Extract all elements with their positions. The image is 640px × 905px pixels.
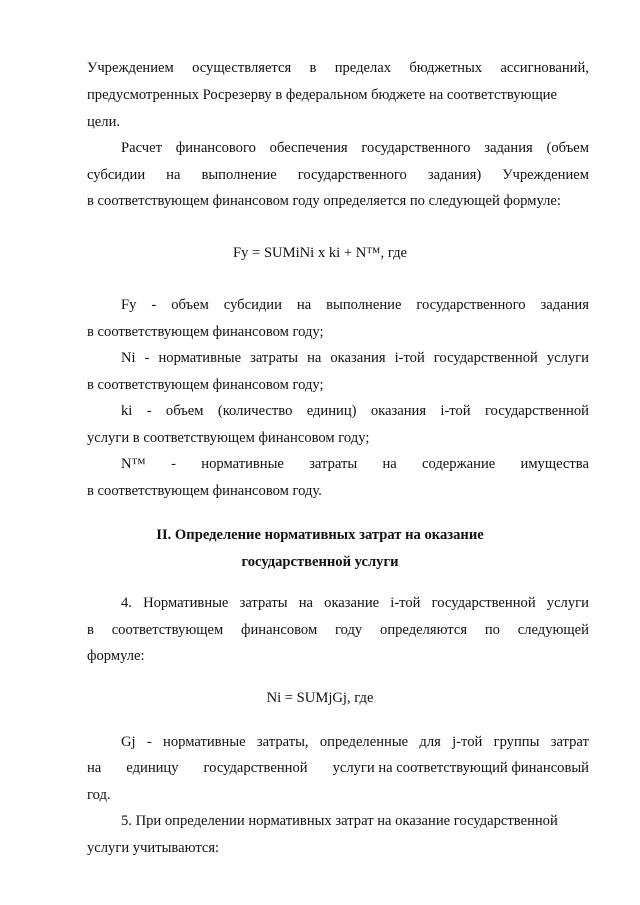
def-gj-line3: год. bbox=[87, 787, 111, 803]
p2-line1 bbox=[121, 139, 589, 157]
p4-line3: формуле: bbox=[87, 648, 145, 664]
word: субсидии bbox=[87, 167, 146, 183]
word: Расчет bbox=[121, 140, 162, 156]
word: соответствующем bbox=[111, 622, 224, 638]
word: бюджетных bbox=[409, 60, 483, 76]
word: для bbox=[419, 734, 441, 750]
def-ki-line1 bbox=[121, 402, 589, 420]
word: N™ bbox=[121, 456, 146, 472]
word: на bbox=[87, 760, 102, 776]
word: Fy bbox=[121, 297, 137, 313]
section-heading-line2: государственной услуги bbox=[241, 554, 399, 570]
def-gj-line1 bbox=[121, 733, 589, 751]
def-ki-line2: услуги в соответствующем финансовом году; bbox=[87, 430, 370, 446]
word: задания) bbox=[427, 167, 482, 183]
word: Ni bbox=[121, 350, 136, 366]
def-fy-line2: в соответствующем финансовом году; bbox=[87, 324, 324, 340]
word: 4. bbox=[121, 595, 132, 611]
word: определенные bbox=[319, 734, 409, 750]
word: - bbox=[144, 350, 150, 366]
word: финансовом bbox=[241, 622, 318, 638]
p5-line1: 5. При определении нормативных затрат на оказание государственной bbox=[121, 813, 558, 829]
word: по bbox=[484, 622, 500, 638]
word: - bbox=[146, 734, 152, 750]
word: оказания bbox=[370, 403, 427, 419]
def-ni-line2: в соответствующем финансовом году; bbox=[87, 377, 324, 393]
word: на bbox=[166, 167, 181, 183]
word: имущества bbox=[520, 456, 589, 472]
word: Учреждением bbox=[502, 167, 589, 183]
word: единицу bbox=[126, 760, 179, 776]
p1-line2: предусмотренных Росрезерву в федеральном бюджете на соответствующие bbox=[87, 87, 557, 103]
word: услуги bbox=[546, 350, 589, 366]
word: Gj bbox=[121, 734, 136, 750]
word: единиц) bbox=[306, 403, 357, 419]
word: затраты bbox=[309, 456, 358, 472]
word: содержание bbox=[422, 456, 496, 472]
word: на bbox=[307, 350, 322, 366]
word: затрат bbox=[550, 734, 589, 750]
word: ki bbox=[121, 403, 133, 419]
word: нормативные bbox=[158, 350, 242, 366]
word: государственного bbox=[416, 297, 526, 313]
word: государственной bbox=[203, 760, 308, 776]
formula-fy: Fу = SUMiNi x ki + N™, где bbox=[233, 245, 407, 261]
word: затраты bbox=[239, 595, 288, 611]
word: затраты, bbox=[256, 734, 309, 750]
word: i-той bbox=[440, 403, 471, 419]
word: - bbox=[171, 456, 176, 472]
word: обеспечения bbox=[269, 140, 348, 156]
word: нормативные bbox=[163, 734, 246, 750]
word: оказания bbox=[330, 350, 386, 366]
word: затраты bbox=[250, 350, 299, 366]
word: осуществляется bbox=[192, 60, 292, 76]
word: пределах bbox=[334, 60, 392, 76]
formula-ni: Ni = SUMjGj, где bbox=[266, 690, 374, 706]
word: ассигнований, bbox=[500, 60, 589, 76]
word: государственной bbox=[433, 350, 538, 366]
word: году bbox=[334, 622, 363, 638]
p1-line3: цели. bbox=[87, 114, 121, 130]
p4-line1 bbox=[121, 594, 589, 612]
word: выполнение bbox=[201, 167, 277, 183]
word: объем bbox=[171, 297, 209, 313]
def-gj-line2 bbox=[87, 759, 589, 777]
word: в bbox=[87, 622, 94, 638]
word: государственного bbox=[297, 167, 407, 183]
p4-line2 bbox=[87, 621, 589, 639]
word: оказание bbox=[324, 595, 380, 611]
word: объем bbox=[165, 403, 204, 419]
p5-line2: услуги учитываются: bbox=[87, 840, 220, 856]
def-fy-line1 bbox=[121, 296, 589, 314]
word: на bbox=[296, 297, 312, 313]
word: на bbox=[298, 595, 313, 611]
word: задания bbox=[540, 297, 589, 313]
word: следующей bbox=[517, 622, 589, 638]
word: определяются bbox=[380, 622, 468, 638]
def-ntm-line1 bbox=[121, 455, 589, 473]
def-ntm-line2: в соответствующем финансовом году. bbox=[87, 483, 322, 499]
word: (количество bbox=[217, 403, 293, 419]
word: выполнение bbox=[326, 297, 402, 313]
word: - bbox=[146, 403, 152, 419]
word: i-той bbox=[390, 595, 421, 611]
word: финансового bbox=[175, 140, 256, 156]
word: нормативные bbox=[201, 456, 284, 472]
p2-line3: в соответствующем финансовом году определяется по следующей формуле: bbox=[87, 193, 561, 209]
word: государственного bbox=[361, 140, 471, 156]
word: - bbox=[151, 297, 157, 313]
word: Нормативные bbox=[143, 595, 229, 611]
p2-line2 bbox=[87, 166, 589, 184]
p1-line1 bbox=[87, 59, 589, 77]
word: (объем bbox=[546, 140, 589, 156]
word: услуги bbox=[546, 595, 589, 611]
word: Учреждением bbox=[87, 60, 174, 76]
word: группы bbox=[493, 734, 540, 750]
word: задания bbox=[484, 140, 533, 156]
word: государственной bbox=[431, 595, 536, 611]
def-ni-line1 bbox=[121, 349, 589, 367]
word: услуги на соответствующий финансовый bbox=[332, 760, 589, 776]
word: на bbox=[382, 456, 397, 472]
word: субсидии bbox=[223, 297, 282, 313]
word: i-той bbox=[394, 350, 425, 366]
section-heading-line1: II. Определение нормативных затрат на оказание bbox=[156, 527, 484, 543]
word: в bbox=[309, 60, 317, 76]
word: j-той bbox=[452, 734, 483, 750]
word: государственной bbox=[484, 403, 589, 419]
